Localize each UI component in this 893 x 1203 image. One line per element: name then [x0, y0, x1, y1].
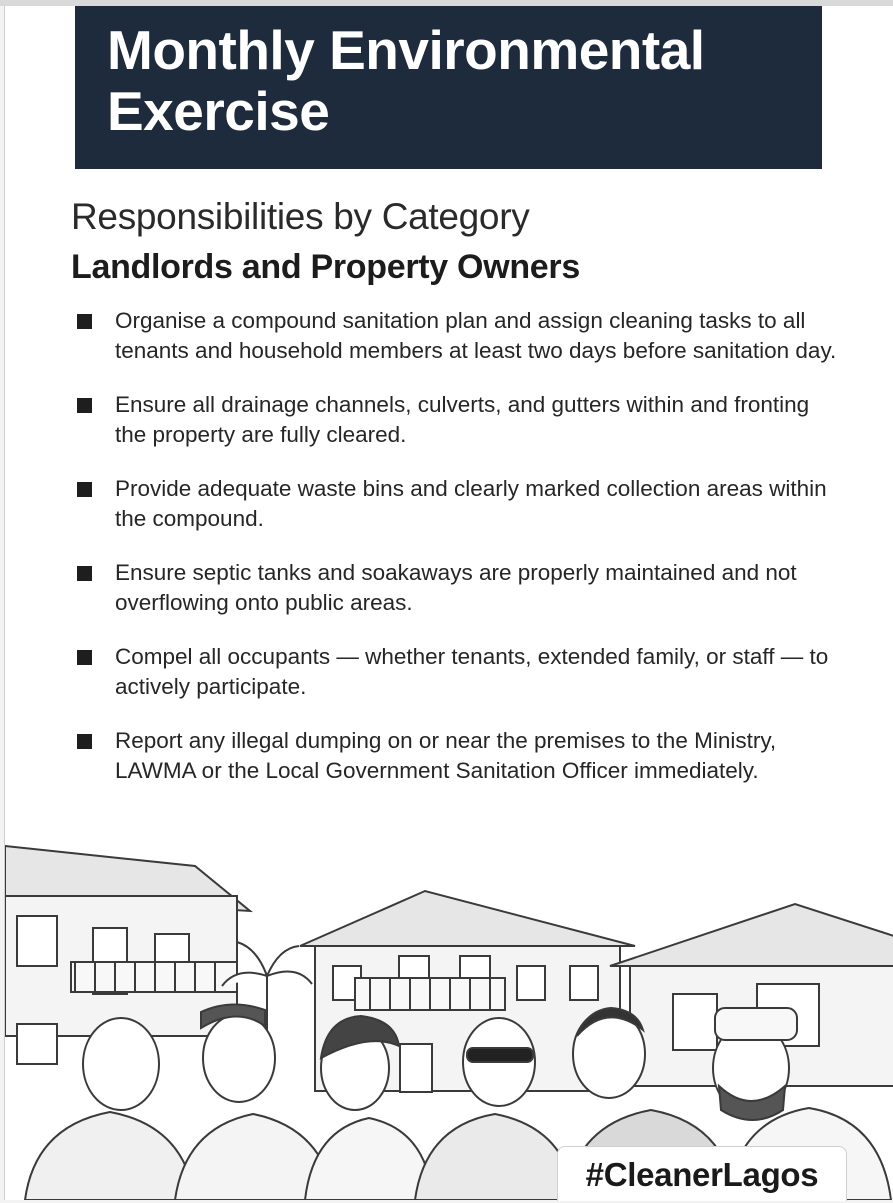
list-item-text: Report any illegal dumping on or near the premises to the Ministry, LAWMA or the Local Government Sanitation Officer immediately.: [115, 728, 777, 783]
list-item-text: Ensure all drainage channels, culverts, and gutters within and fronting the property are fully cleared.: [115, 392, 810, 447]
responsibility-list: [77, 306, 837, 786]
list-item-text: Ensure septic tanks and soakaways are properly maintained and not overflowing onto public areas.: [115, 560, 797, 615]
hashtag-badge: #CleanerLagos: [557, 1146, 847, 1201]
flyer-page: [4, 6, 893, 1200]
list-item-text: Organise a compound sanitation plan and assign cleaning tasks to all tenants and household members at least two days before sanitation day.: [115, 308, 837, 363]
section-subtitle: Landlords and Property Owners: [71, 248, 580, 286]
square-bullet-icon: [77, 650, 92, 665]
square-bullet-icon: [77, 398, 92, 413]
list-item: [77, 726, 837, 786]
header-title: Monthly Environmental Exercise: [107, 19, 705, 142]
square-bullet-icon: [77, 314, 92, 329]
list-item: [77, 558, 837, 618]
square-bullet-icon: [77, 566, 92, 581]
section-title: Responsibilities by Category: [71, 196, 530, 237]
header-banner: [75, 6, 822, 169]
list-item-text: Compel all occupants — whether tenants, extended family, or staff — to actively participate.: [115, 644, 829, 699]
square-bullet-icon: [77, 482, 92, 497]
list-item-text: Provide adequate waste bins and clearly marked collection areas within the compound.: [115, 476, 827, 531]
list-item: [77, 390, 837, 450]
list-item: [77, 642, 837, 702]
list-item: [77, 474, 837, 534]
list-item: [77, 306, 837, 366]
square-bullet-icon: [77, 734, 92, 749]
